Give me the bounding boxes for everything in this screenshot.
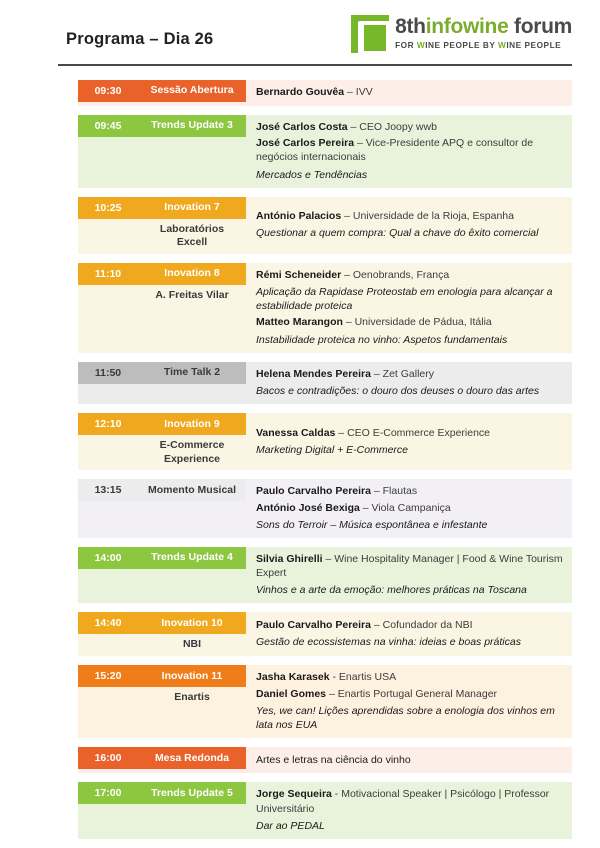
speaker-name: Paulo Carvalho Pereira	[256, 619, 371, 632]
tagline-w1: W	[416, 40, 426, 50]
session-time: 09:45	[78, 115, 138, 137]
row-left-column	[78, 782, 246, 839]
speaker-role: – Oenobrands, França	[341, 268, 450, 281]
session-topic: Questionar a quem compra: Qual a chave do êxito comercial	[256, 227, 539, 240]
session-topic: Vinhos e a arte da emoção: melhores práticas na Toscana	[256, 584, 527, 597]
logo-mark-icon	[351, 15, 389, 53]
session-label: Momento Musical	[138, 479, 246, 501]
speaker-line	[256, 618, 564, 632]
session-partner-label: NBI	[138, 634, 246, 656]
session-label: Inovation 8	[138, 263, 246, 285]
row-content	[246, 547, 572, 604]
sublabel-spacer	[78, 634, 138, 656]
speaker-role: – Universidade de Pádua, Itália	[342, 316, 492, 329]
schedule-row	[78, 413, 572, 470]
header-divider	[58, 64, 572, 66]
logo-info: info	[425, 15, 463, 38]
session-topic: Mercados e Tendências	[256, 168, 368, 181]
sublabel-spacer	[78, 219, 138, 254]
session-label: Inovation 11	[138, 665, 246, 687]
session-label: Inovation 10	[138, 612, 246, 634]
row-left-column	[78, 479, 246, 538]
session-time: 09:30	[78, 80, 138, 102]
speaker-line	[256, 268, 564, 282]
row-left-column	[78, 665, 246, 738]
speaker-role: – Cofundador da NBI	[370, 619, 473, 632]
session-topic: Aplicação da Rapidase Proteostab em enologia para alcançar a estabilidade proteica	[256, 286, 553, 313]
logo-edition: 8th	[395, 15, 426, 38]
row-slot-header	[78, 665, 246, 687]
speaker-name: António José Bexiga	[256, 501, 360, 514]
session-label: Inovation 7	[138, 197, 246, 219]
speaker-name: Matteo Marangon	[256, 316, 343, 329]
row-left-column	[78, 362, 246, 404]
speaker-role: – CEO E-Commerce Experience	[335, 426, 491, 439]
row-sublabel-line	[78, 634, 246, 656]
sublabel-spacer	[78, 285, 138, 307]
session-partner-label: Enartis	[138, 687, 246, 709]
schedule-row	[78, 263, 572, 353]
row-sublabel-line	[78, 435, 246, 470]
session-topic: Yes, we can! Lições aprendidas sobre a enologia dos vinhos em lata nos EUA	[256, 704, 555, 731]
session-topic: Artes e letras na ciência do vinho	[256, 754, 411, 767]
speaker-name: Paulo Carvalho Pereira	[256, 485, 371, 498]
tagline-end: INE PEOPLE	[506, 40, 562, 50]
speaker-line	[256, 670, 564, 684]
session-label: Trends Update 3	[138, 115, 246, 137]
speaker-line	[256, 501, 564, 515]
tagline-w2: W	[498, 40, 507, 50]
row-left-column	[78, 413, 246, 470]
row-slot-header	[78, 413, 246, 435]
session-time: 11:10	[78, 263, 138, 285]
session-time: 15:20	[78, 665, 138, 687]
logo-wine: wine	[462, 15, 509, 38]
session-topic: Sons do Terroir – Música espontânea e infestante	[256, 518, 488, 531]
speaker-name: Rémi Scheneider	[256, 268, 342, 281]
row-slot-header	[78, 612, 246, 634]
session-label: Trends Update 4	[138, 547, 246, 569]
schedule-row	[78, 479, 572, 538]
speaker-role: - Motivacional Speaker | Psicólogo | Professor Universitário	[256, 788, 550, 815]
row-slot-header	[78, 80, 246, 102]
logo-wordmark	[395, 16, 572, 37]
schedule-row	[78, 80, 572, 106]
tagline-pre: FOR	[395, 40, 417, 50]
logo-tagline	[395, 41, 572, 49]
row-left-column	[78, 197, 246, 254]
session-time: 14:40	[78, 612, 138, 634]
row-slot-header	[78, 479, 246, 501]
page-header	[0, 0, 600, 70]
row-content	[246, 612, 572, 656]
infowine-forum-logo	[351, 14, 572, 60]
speaker-role: – Wine Hospitality Manager | Food & Wine Tourism Expert	[256, 552, 563, 580]
tagline-mid: INE PEOPLE BY	[425, 40, 499, 50]
speaker-role: – Universidade de la Rioja, Espanha	[341, 210, 514, 223]
speaker-line	[256, 484, 564, 498]
speaker-line	[256, 136, 564, 164]
row-left-column	[78, 263, 246, 353]
speaker-role: – Flautas	[370, 485, 418, 498]
session-time: 17:00	[78, 782, 138, 804]
row-left-column	[78, 747, 246, 773]
session-topic: Gestão de ecossistemas na vinha: ideias e boas práticas	[256, 636, 521, 649]
speaker-name: Vanessa Caldas	[256, 426, 336, 439]
row-content	[246, 665, 572, 738]
session-time: 16:00	[78, 747, 138, 769]
speaker-line	[256, 209, 564, 223]
row-content	[246, 197, 572, 254]
sublabel-spacer	[78, 687, 138, 709]
sublabel-spacer	[78, 435, 138, 470]
session-time: 10:25	[78, 197, 138, 219]
speaker-role: – Enartis Portugal General Manager	[326, 687, 498, 700]
row-slot-header	[78, 782, 246, 804]
session-topic: Instabilidade proteica no vinho: Aspetos fundamentais	[256, 333, 508, 346]
speaker-line	[256, 315, 564, 329]
session-time: 14:00	[78, 547, 138, 569]
speaker-role: – IVV	[344, 86, 373, 99]
session-label: Trends Update 5	[138, 782, 246, 804]
speaker-name: Helena Mendes Pereira	[256, 367, 371, 380]
session-partner-label: Laboratórios Excell	[138, 219, 246, 254]
session-time: 11:50	[78, 362, 138, 384]
row-content	[246, 747, 572, 773]
schedule-list	[0, 70, 600, 839]
speaker-name: António Palacios	[256, 210, 342, 223]
schedule-row	[78, 362, 572, 404]
speaker-role: – Zet Gallery	[370, 367, 435, 380]
row-content	[246, 115, 572, 188]
row-content	[246, 80, 572, 106]
schedule-row	[78, 197, 572, 254]
session-time: 12:10	[78, 413, 138, 435]
row-sublabel-line	[78, 219, 246, 254]
row-slot-header	[78, 263, 246, 285]
speaker-line	[256, 426, 564, 440]
schedule-row	[78, 612, 572, 656]
row-slot-header	[78, 197, 246, 219]
speaker-name: Daniel Gomes	[256, 687, 327, 700]
session-topic: Marketing Digital + E-Commerce	[256, 443, 409, 456]
row-left-column	[78, 115, 246, 188]
speaker-line	[256, 687, 564, 701]
speaker-line	[256, 120, 564, 134]
row-left-column	[78, 612, 246, 656]
speaker-name: Bernardo Gouvêa	[256, 86, 345, 99]
speaker-line	[256, 787, 564, 815]
speaker-name: José Carlos Costa	[256, 121, 348, 133]
row-left-column	[78, 80, 246, 106]
session-label: Inovation 9	[138, 413, 246, 435]
session-topic: Bacos e contradições: o douro dos deuses o douro das artes	[256, 385, 540, 397]
speaker-name: Jorge Sequeira	[256, 788, 332, 801]
session-topic: Dar ao PEDAL	[256, 819, 325, 832]
speaker-role: – Vice-Presidente APQ e consultor de negócios internacionais	[256, 137, 534, 164]
speaker-name: José Carlos Pereira	[256, 137, 355, 150]
speaker-line	[256, 367, 564, 381]
row-content	[246, 362, 572, 404]
session-label: Time Talk 2	[138, 362, 246, 384]
row-sublabel-line	[78, 285, 246, 307]
session-time: 13:15	[78, 479, 138, 501]
logo-forum: forum	[508, 15, 572, 38]
session-partner-label: E-Commerce Experience	[138, 435, 246, 470]
row-slot-header	[78, 547, 246, 569]
row-content	[246, 782, 572, 839]
session-partner-label: A. Freitas Vilar	[138, 285, 246, 307]
row-content	[246, 263, 572, 353]
schedule-row	[78, 747, 572, 773]
row-sublabel-line	[78, 687, 246, 709]
speaker-name: Silvia Ghirelli	[256, 552, 323, 565]
row-content	[246, 413, 572, 470]
speaker-role: – CEO Joopy wwb	[347, 121, 437, 133]
speaker-role: – Viola Campaniça	[359, 501, 451, 514]
row-slot-header	[78, 115, 246, 137]
schedule-row	[78, 115, 572, 188]
session-label: Sessão Abertura	[138, 80, 246, 102]
logo-text	[395, 14, 572, 49]
row-left-column	[78, 547, 246, 604]
schedule-row	[78, 547, 572, 604]
speaker-name: Jasha Karasek	[256, 671, 330, 684]
speaker-role: - Enartis USA	[329, 671, 397, 684]
session-label: Mesa Redonda	[138, 747, 246, 769]
row-slot-header	[78, 747, 246, 769]
page-title: Programa – Dia 26	[66, 30, 214, 48]
schedule-row	[78, 782, 572, 839]
row-slot-header	[78, 362, 246, 384]
speaker-line	[256, 85, 564, 99]
row-content	[246, 479, 572, 538]
speaker-line	[256, 552, 564, 580]
schedule-row	[78, 665, 572, 738]
